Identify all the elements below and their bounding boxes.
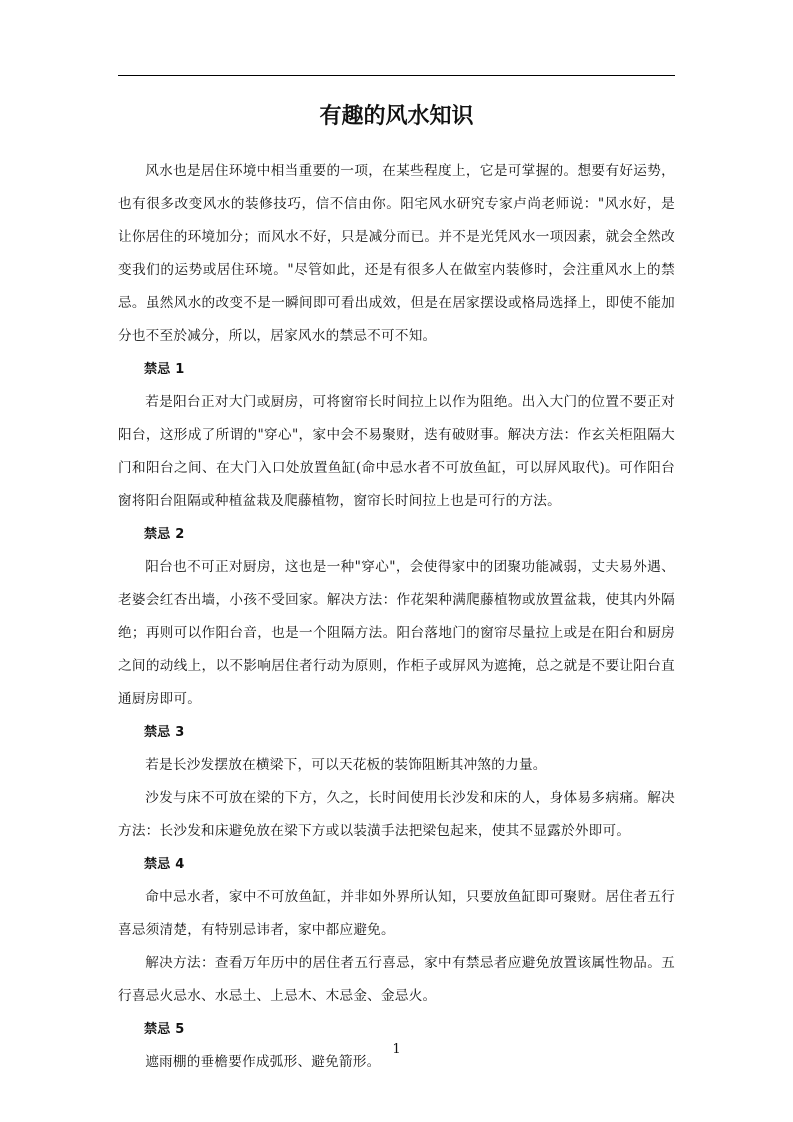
document-body — [118, 155, 675, 1079]
body-paragraph: 遮雨棚的垂檐要作成弧形、避免箭形。 — [145, 1054, 381, 1070]
page-title: 有趣的风水知识 — [319, 104, 474, 129]
header-rule — [118, 75, 675, 76]
intro-paragraph: 风水也是居住环境中相当重要的一项，在某些程度上，它是可掌握的。想要有好运势，也有很多改变风水的装修技巧，信不信由你。阳宅风水研究专家卢尚老师说："风水好，是让你居住的环境加分；而风水不好，只是减分而已。并不是光凭风水一项因素，就会全然改变我们的运势或居住环境。"尽管如此，还是有很多人在做室内装修时，会注重风水上的禁忌。虽然风水的改变不是一瞬间即可看出成效，但是在居家摆设或格局选择上，即使不能加分也不至於减分，所以，居家风水的禁忌不可不知。 — [118, 163, 675, 344]
body-paragraph: 解决方法：查看万年历中的居住者五行喜忌，家中有禁忌者应避免放置该属性物品。五行喜忌火忌水、水忌土、上忌木、木忌金、金忌火。 — [118, 955, 675, 1004]
section-heading: 禁忌 4 — [144, 857, 185, 872]
body-paragraph: 若是阳台正对大门或厨房，可将窗帘长时间拉上以作为阻绝。出入大门的位置不要正对阳台，这形成了所谓的"穿心"，家中会不易聚财，迭有破财事。解决方法：作玄关柜阻隔大门和阳台之间、在大门入口处放置鱼缸(命中忌水者不可放鱼缸，可以屏风取代)。可作阳台窗将阳台阻隔或种植盆栽及爬藤植物，窗帘长时间拉上也是可行的方法。 — [118, 394, 675, 509]
section-heading: 禁忌 5 — [144, 1022, 185, 1037]
section-heading: 禁忌 2 — [144, 527, 185, 542]
page-number: 1 — [392, 1042, 401, 1057]
body-paragraph: 命中忌水者，家中不可放鱼缸，并非如外界所认知，只要放鱼缸即可聚财。居住者五行喜忌须清楚，有特别忌讳者，家中都应避免。 — [118, 889, 675, 938]
body-paragraph: 阳台也不可正对厨房，这也是一种"穿心"，会使得家中的团聚功能减弱，丈夫易外遇、老婆会红杏出墙，小孩不受回家。解决方法：作花架种满爬藤植物或放置盆栽，使其内外隔绝；再则可以作阳台音，也是一个阻隔方法。阳台落地门的窗帘尽量拉上或是在阳台和厨房之间的动线上，以不影响居住者行动为原则，作柜子或屏风为遮掩，总之就是不要让阳台直通厨房即可。 — [118, 559, 675, 707]
body-paragraph: 若是长沙发摆放在横梁下，可以天花板的装饰阻断其冲煞的力量。 — [145, 757, 547, 773]
body-paragraph: 沙发与床不可放在梁的下方，久之，长时间使用长沙发和床的人，身体易多病痛。解决方法：长沙发和床避免放在梁下方或以装潢手法把梁包起来，使其不显露於外即可。 — [118, 790, 675, 839]
section-heading: 禁忌 3 — [144, 725, 185, 740]
section-heading: 禁忌 1 — [144, 362, 185, 377]
